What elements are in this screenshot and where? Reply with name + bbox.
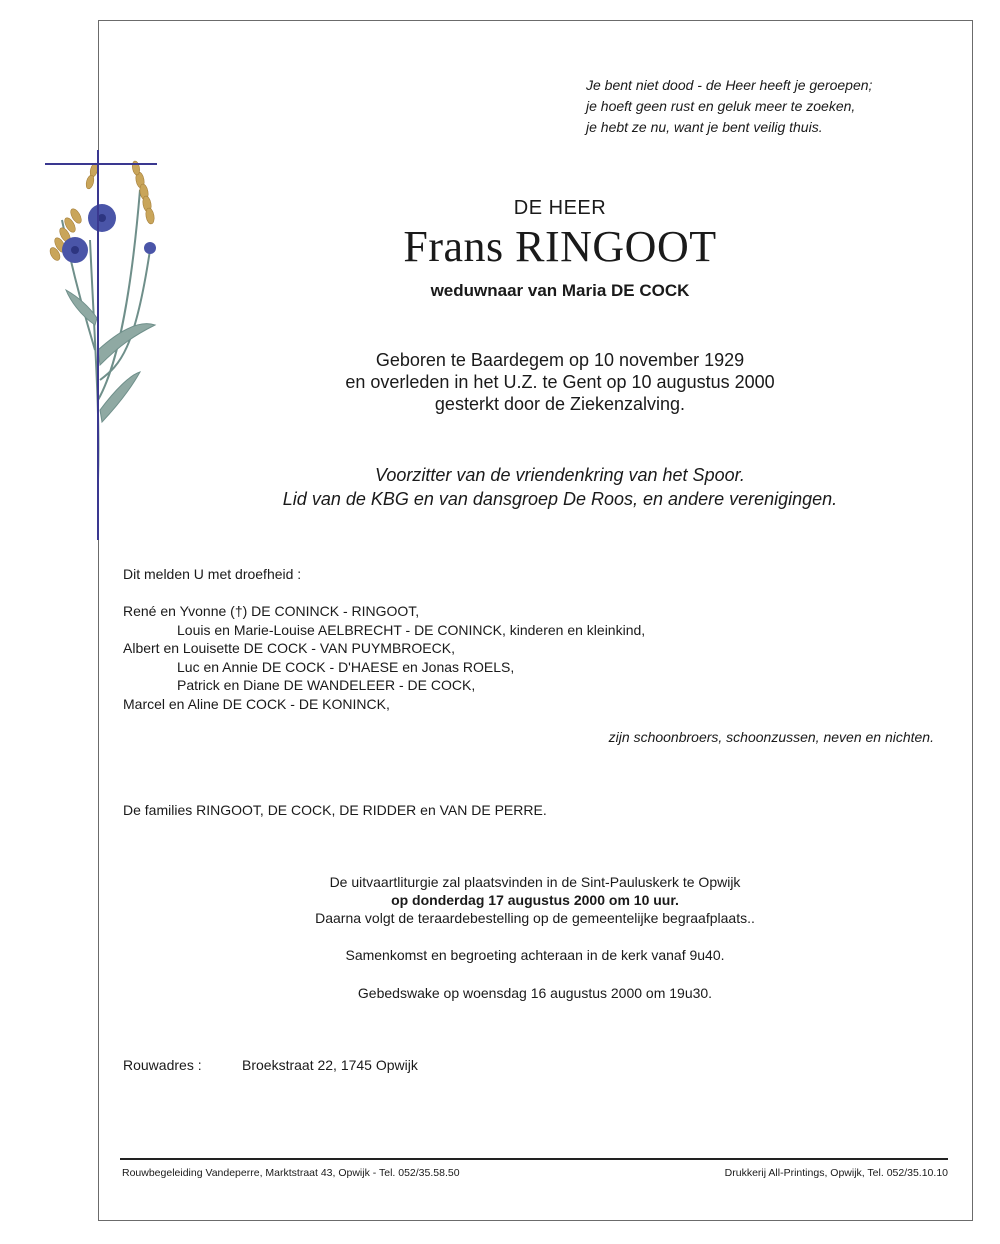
poem-line: je hebt ze nu, want je bent veilig thuis. — [586, 119, 823, 135]
spouse-line: weduwnaar van Maria DE COCK — [430, 281, 690, 300]
roles — [200, 463, 920, 511]
family-member: Albert en Louisette DE COCK - VAN PUYMBROECK, — [123, 640, 455, 656]
footer-printer: Drukkerij All-Printings, Opwijk, Tel. 052/35.10.10 — [724, 1167, 948, 1179]
role-line: Lid van de KBG en van dansgroep De Roos, en andere verenigingen. — [282, 489, 838, 509]
burial-line: Daarna volgt de teraardebestelling op de gemeentelijke begraafplaats.. — [315, 910, 755, 926]
cross-with-flowers-icon — [40, 150, 180, 540]
sacrament-line: gesterkt door de Ziekenzalving. — [434, 394, 686, 414]
role-line: Voorzitter van de vriendenkring van het Spoor. — [375, 465, 745, 485]
address-label: Rouwadres : — [123, 1057, 202, 1073]
family-list — [123, 602, 645, 713]
service-line: De uitvaartliturgie zal plaatsvinden in de Sint-Pauluskerk te Opwijk — [329, 874, 741, 890]
families-line: De families RINGOOT, DE COCK, DE RIDDER en VAN DE PERRE. — [123, 802, 547, 818]
footer-divider — [120, 1158, 948, 1160]
inlaws-line: zijn schoonbroers, schoonzussen, neven en nichten. — [608, 729, 934, 745]
service-date: op donderdag 17 augustus 2000 om 10 uur. — [391, 892, 679, 908]
birth-line: Geboren te Baardegem op 10 november 1929 — [375, 350, 745, 370]
life-dates — [200, 349, 920, 415]
family-member: Marcel en Aline DE COCK - DE KONINCK, — [123, 695, 390, 712]
poem — [586, 75, 872, 138]
family-member: Louis en Marie-Louise AELBRECHT - DE CONINCK, kinderen en kleinkind, — [177, 621, 646, 638]
death-line: en overleden in het U.Z. te Gent op 10 augustus 2000 — [345, 372, 775, 392]
deceased-name: Frans RINGOOT — [403, 222, 717, 271]
vigil-line: Gebedswake op woensdag 16 augustus 2000 om 19u30. — [357, 985, 713, 1001]
family-member: Patrick en Diane DE WANDELEER - DE COCK, — [177, 677, 476, 693]
poem-line: Je bent niet dood - de Heer heeft je geroepen; — [586, 77, 873, 93]
footer-undertaker: Rouwbegeleiding Vandeperre, Marktstraat 43, Opwijk - Tel. 052/35.58.50 — [122, 1167, 460, 1179]
gathering-line: Samenkomst en begroeting achteraan in de kerk vanaf 9u40. — [345, 947, 725, 963]
family-member: Luc en Annie DE COCK - D'HAESE en Jonas ROELS, — [177, 658, 515, 675]
poem-line: je hoeft geen rust en geluk meer te zoeken, — [586, 98, 856, 114]
family-member: René en Yvonne (†) DE CONINCK - RINGOOT, — [123, 603, 420, 619]
funeral-service — [225, 873, 845, 927]
announcement: Dit melden U met droefheid : — [123, 566, 302, 582]
honorific: DE HEER — [513, 197, 607, 219]
address-value: Broekstraat 22, 1745 Opwijk — [242, 1057, 418, 1073]
